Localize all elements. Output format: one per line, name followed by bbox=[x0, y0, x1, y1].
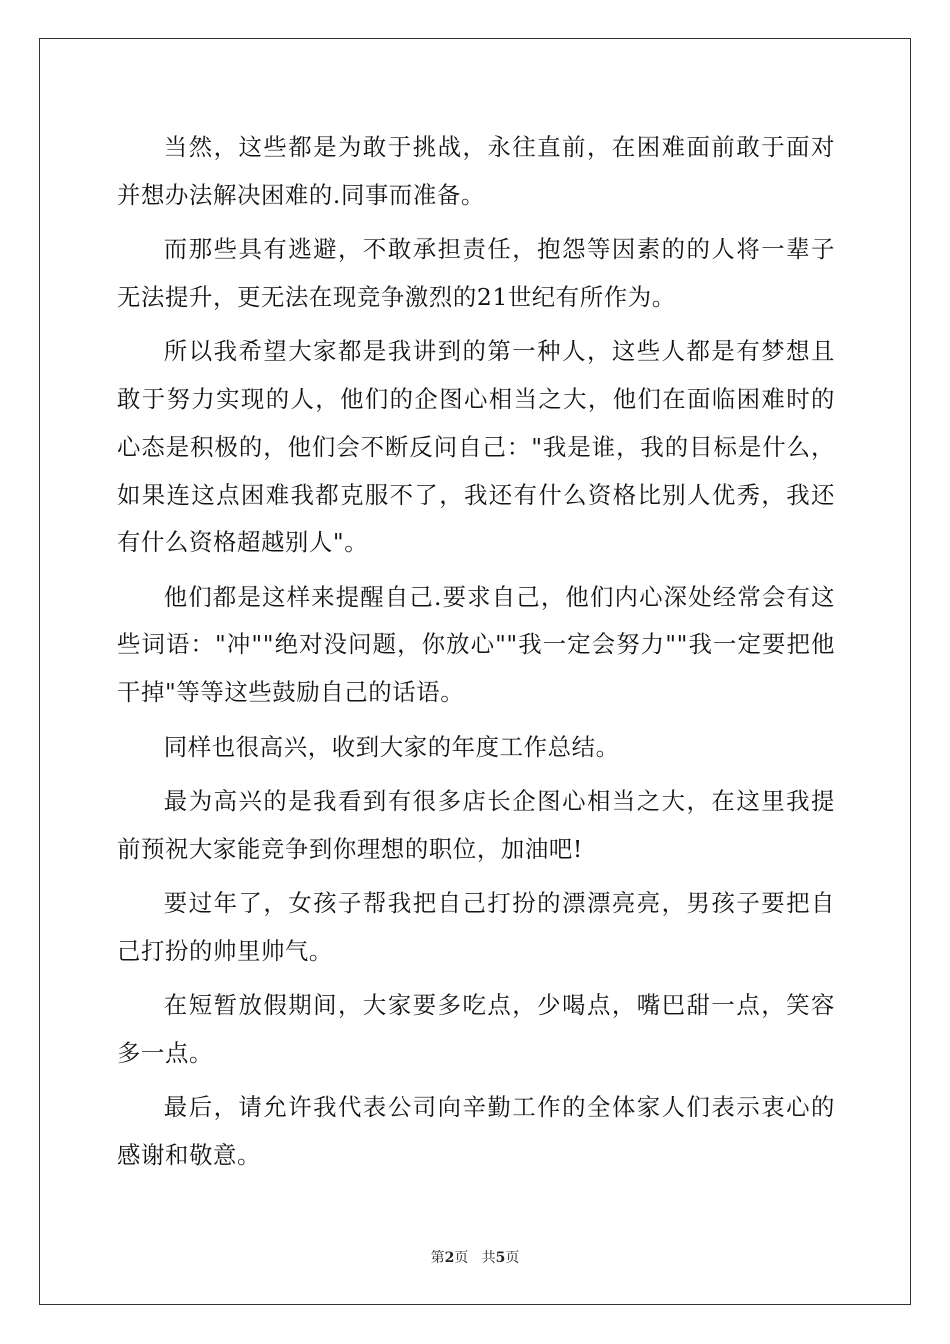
document-body bbox=[117, 124, 835, 1186]
paragraph-4: 他们都是这样来提醒自己.要求自己，他们内心深处经常会有这些词语："冲""绝对没问题，你放心""我一定会努力""我一定要把他干掉"等等这些鼓励自己的话语。 bbox=[117, 582, 835, 707]
paragraph-9: 最后，请允许我代表公司向辛勤工作的全体家人们表示衷心的感谢和敬意。 bbox=[117, 1093, 835, 1169]
page-footer bbox=[0, 1247, 950, 1267]
footer-current-page: 2 bbox=[444, 1250, 455, 1266]
footer-total-prefix: 共 bbox=[481, 1250, 496, 1266]
paragraph-2: 而那些具有逃避，不敢承担责任，抱怨等因素的的人将一辈子无法提升，更无法在现竞争激烈的21世纪有所作为。 bbox=[117, 235, 835, 311]
paragraph-7: 要过年了，女孩子帮我把自己打扮的漂漂亮亮，男孩子要把自己打扮的帅里帅气。 bbox=[117, 888, 835, 965]
footer-prefix: 第 bbox=[430, 1250, 445, 1266]
paragraph-8: 在短暂放假期间，大家要多吃点，少喝点，嘴巴甜一点，笑容多一点。 bbox=[117, 991, 835, 1067]
footer-page-word: 页 bbox=[454, 1250, 469, 1266]
footer-total-pages: 5 bbox=[495, 1250, 506, 1266]
paragraph-1: 当然，这些都是为敢于挑战，永往直前，在困难面前敢于面对并想办法解决困难的.同事而准备。 bbox=[117, 133, 835, 209]
paragraph-5: 同样也很高兴，收到大家的年度工作总结。 bbox=[163, 732, 620, 761]
paragraph-6: 最为高兴的是我看到有很多店长企图心相当之大，在这里我提前预祝大家能竞争到你理想的职位，加油吧! bbox=[117, 786, 835, 863]
footer-total-suffix: 页 bbox=[505, 1250, 520, 1266]
paragraph-3: 所以我希望大家都是我讲到的第一种人，这些人都是有梦想且敢于努力实现的人，他们的企图心相当之大，他们在面临困难时的心态是积极的，他们会不断反问自己："我是谁，我的目标是什么，如果连这点困难我都克服不了，我还有什么资格比别人优秀，我还有什么资格超越别人"。 bbox=[117, 337, 835, 557]
